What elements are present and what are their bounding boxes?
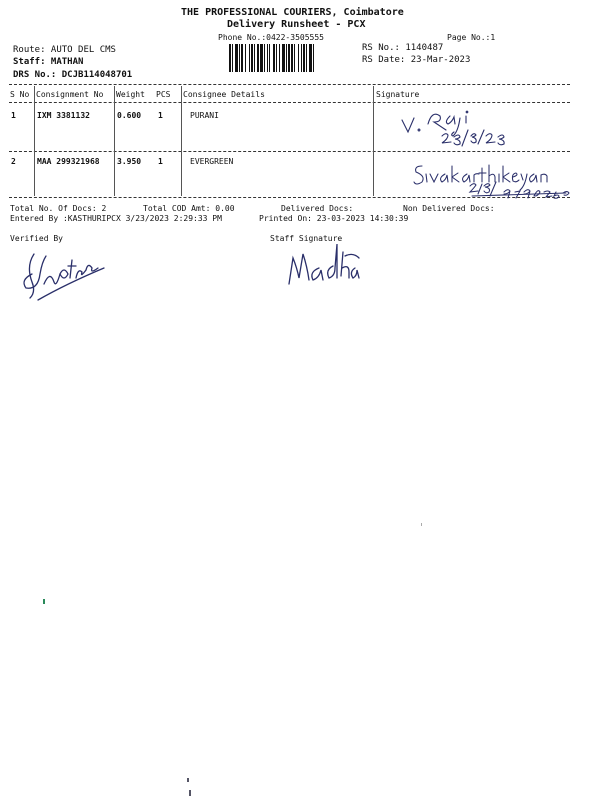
- handwritten-signature: [398, 108, 528, 152]
- row-weight: 3.950: [117, 157, 142, 166]
- rs-date: RS Date: 23-Mar-2023: [362, 55, 471, 65]
- scan-speck: [189, 790, 191, 796]
- column-divider: [114, 86, 115, 196]
- non-delivered-docs: Non Delivered Docs:: [403, 204, 495, 213]
- table-top-rule: [9, 84, 570, 85]
- staff-signature-label: Staff Signature: [270, 234, 343, 243]
- header-consignment: Consignment No: [36, 90, 104, 99]
- barcode-bar: [314, 44, 316, 72]
- company-title: THE PROFESSIONAL COURIERS, Coimbatore: [181, 7, 404, 18]
- row-weight: 0.600: [117, 111, 142, 120]
- scan-speck: [187, 778, 189, 782]
- header-pcs: PCS: [156, 90, 171, 99]
- route-label: Route: AUTO DEL CMS: [13, 45, 116, 55]
- total-cod-amount: Total COD Amt: 0.00: [143, 204, 235, 213]
- column-divider: [181, 86, 182, 196]
- verified-by-label: Verified By: [10, 234, 63, 243]
- row-sno: 2: [11, 157, 16, 166]
- row-consignment: MAA 299321968: [37, 157, 100, 166]
- header-sno: S No: [10, 90, 30, 99]
- header-weight: Weight: [116, 90, 145, 99]
- row-consignee: EVERGREEN: [190, 157, 234, 166]
- scan-speck: [43, 599, 45, 604]
- table-header-rule: [9, 102, 570, 103]
- row-pcs: 1: [158, 111, 163, 120]
- handwritten-signature: [412, 160, 577, 209]
- staff-handwritten-signature: [283, 238, 363, 292]
- row-pcs: 1: [158, 157, 163, 166]
- drs-number: DRS No.: DCJB114048701: [13, 70, 133, 80]
- column-divider: [34, 86, 35, 196]
- header-consignee: Consignee Details: [183, 90, 265, 99]
- total-docs: Total No. Of Docs: 2: [10, 204, 107, 213]
- rs-number: RS No.: 1140487: [362, 43, 444, 53]
- page-number: Page No.:1: [447, 33, 496, 42]
- staff-label: Staff: MATHAN: [13, 57, 84, 67]
- column-divider: [373, 86, 374, 196]
- row-consignee: PURANI: [190, 111, 219, 120]
- scan-speck: [421, 523, 422, 526]
- header-signature: Signature: [376, 90, 420, 99]
- document-title: Delivery Runsheet - PCX: [227, 19, 366, 30]
- barcode: [229, 44, 354, 72]
- delivered-docs: Delivered Docs:: [281, 204, 354, 213]
- printed-on: Printed On: 23-03-2023 14:30:39: [259, 214, 409, 223]
- entered-by: Entered By :KASTHURIPCX 3/23/2023 2:29:33 PM: [10, 214, 222, 223]
- verifier-signature: [16, 244, 116, 308]
- phone-number: Phone No.:0422-3505555: [218, 33, 324, 42]
- row-consignment: IXM 3381132: [37, 111, 90, 120]
- row-sno: 1: [11, 111, 16, 120]
